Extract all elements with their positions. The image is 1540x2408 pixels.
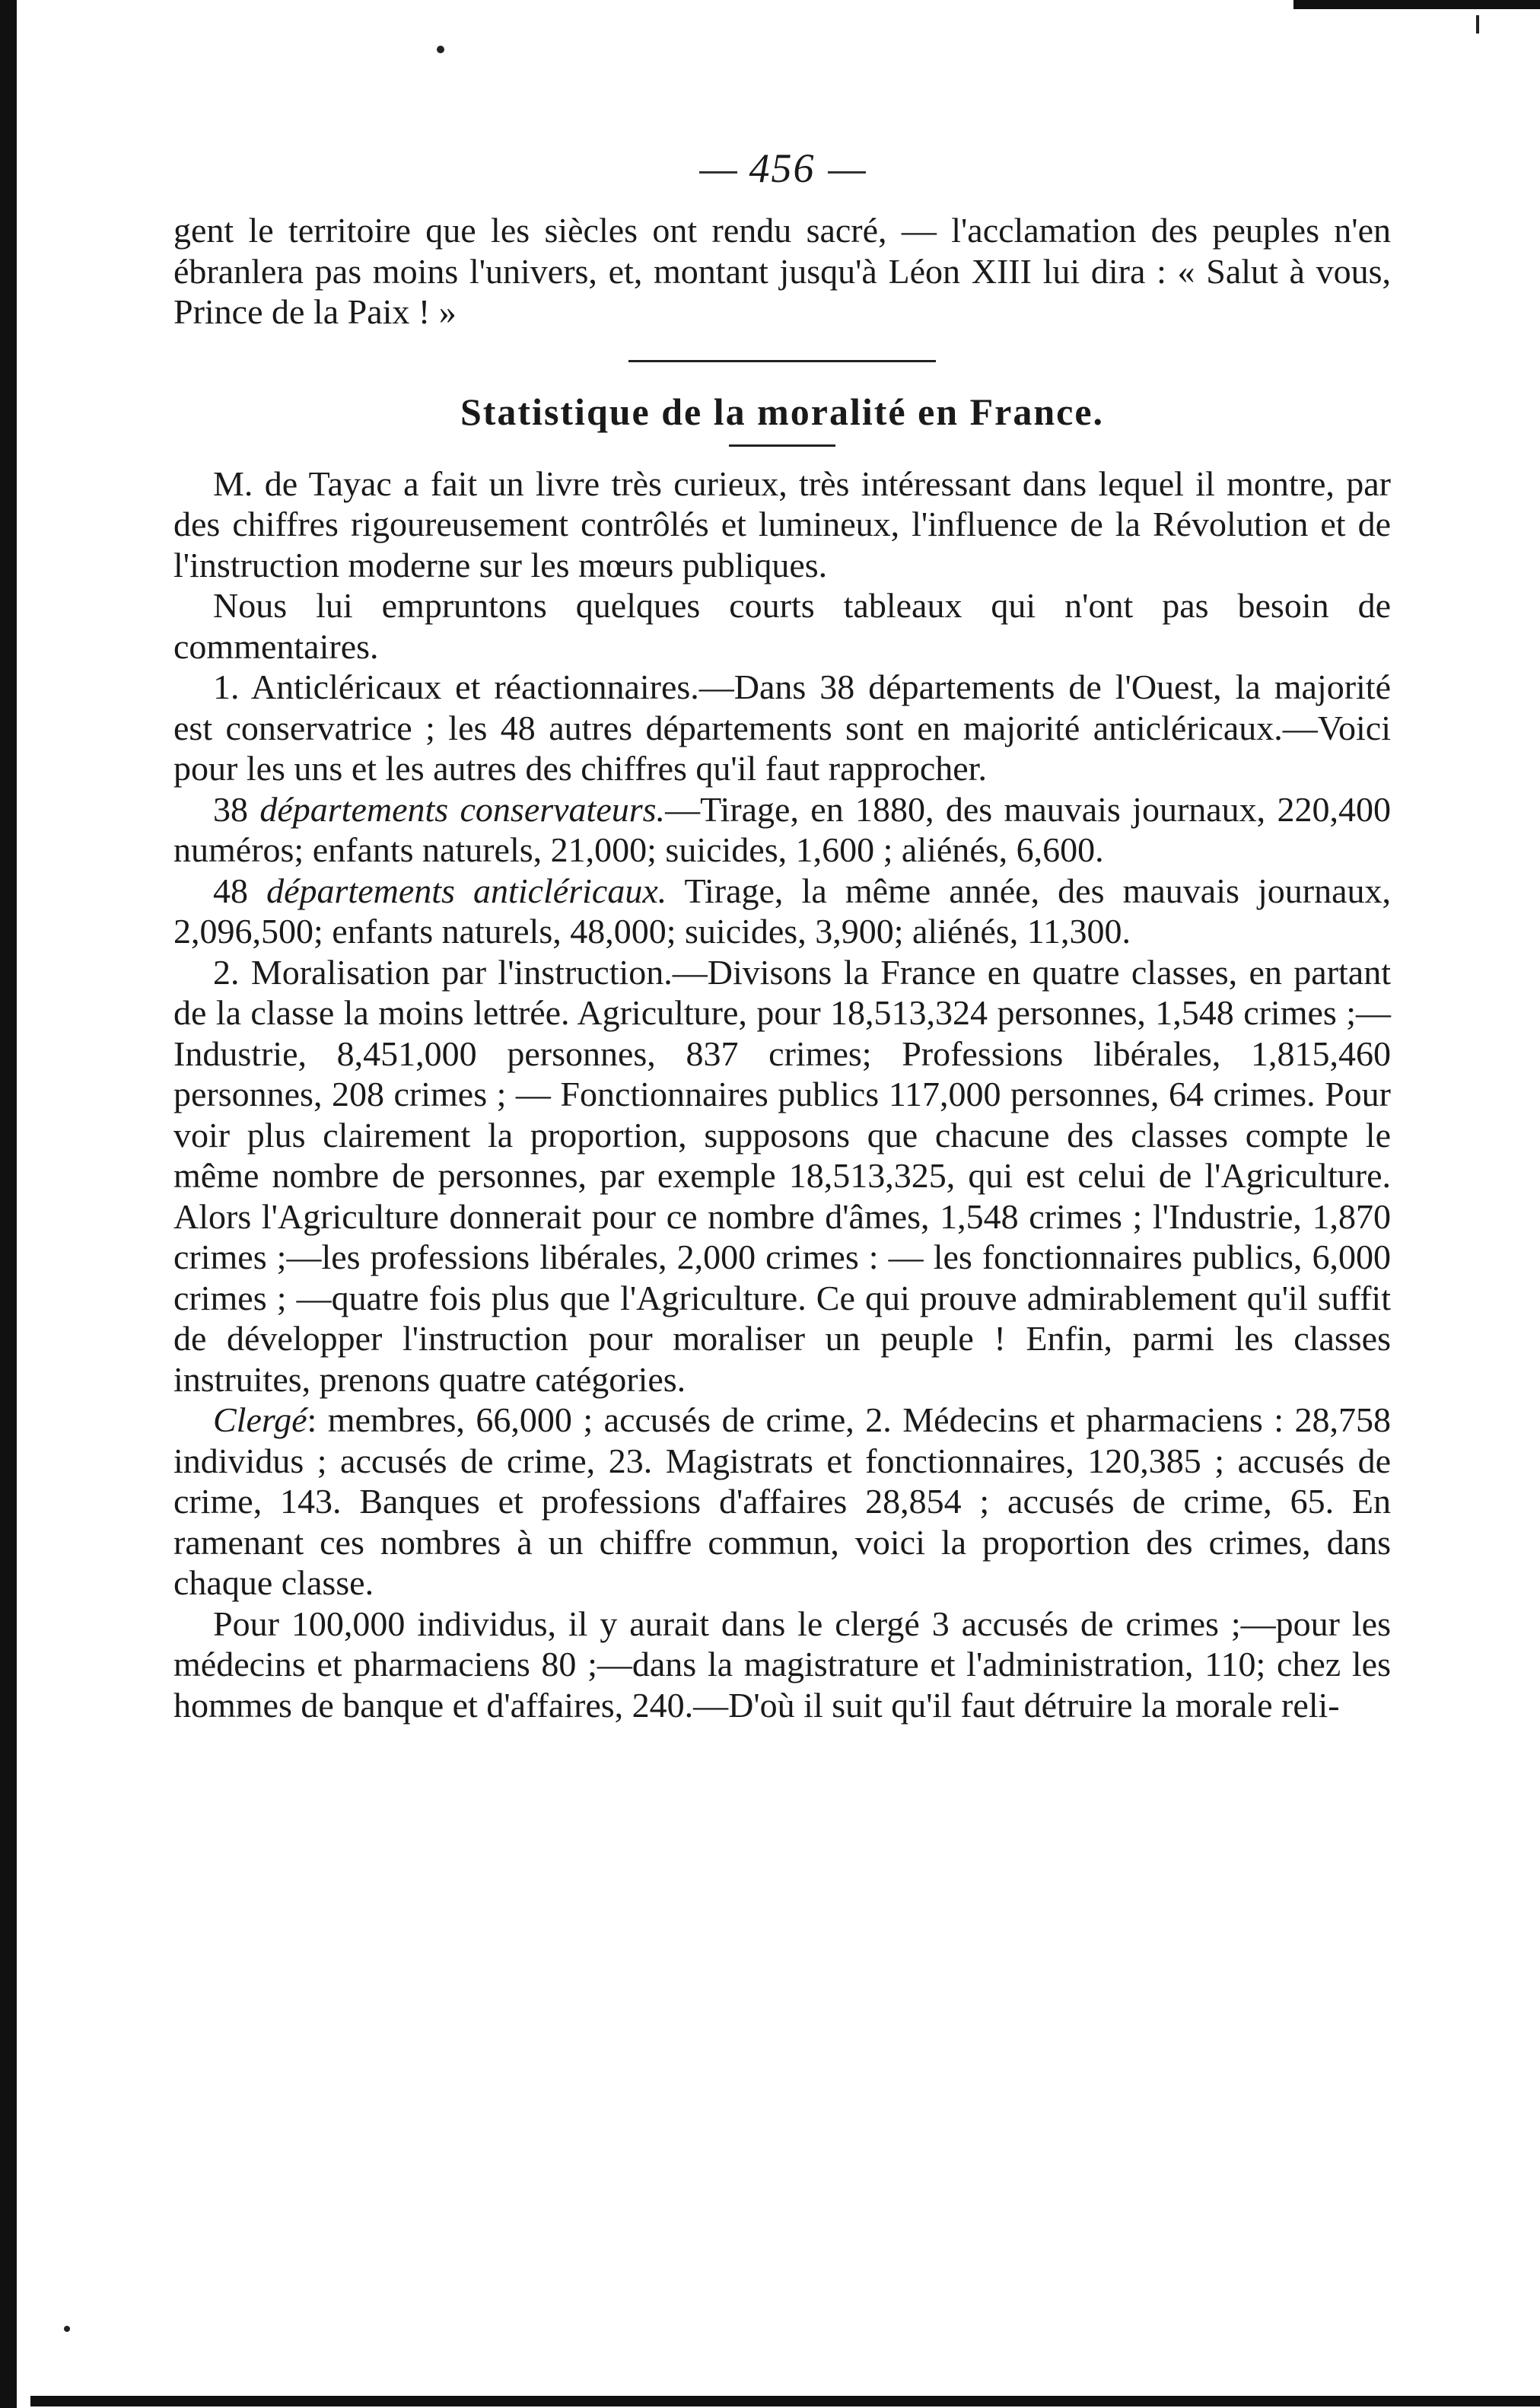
section-divider — [628, 360, 936, 362]
title-underline — [729, 444, 835, 447]
scan-speck — [437, 46, 444, 53]
page-number: 456 — [173, 145, 1391, 192]
paragraph-anticlericaux-reactionnaires: 1. Anticléricaux et réactionnaires.—Dans 38 départements de l'Ouest, la majorité est conservatrice ; les 48 autres départements sont en majorité anticléricaux.—Voici pour les uns et les autres des chiffres qu'il faut rapprocher. — [173, 667, 1391, 788]
opening-paragraph: gent le territoire que les siècles ont rendu sacré, — l'acclamation des peuples n'en ébranlera pas moins l'univers, et, montant jusqu'à Léon XIII lui dira : « Salut à vous, Prince de la Paix ! » — [173, 211, 1391, 331]
paragraph-final: Pour 100,000 individus, il y aurait dans le clergé 3 accusés de crimes ;—pour les médecins et pharmaciens 80 ;—dans la magistrature et l'administration, 110; chez les hommes de banque et d'affaires, 240.—D'où il suit qu'il faut détruire la morale reli- — [173, 1604, 1391, 1725]
conservateurs-text: —Tirage, en 1880, des mauvais journaux, 220,400 numéros; enfants naturels, 21,000; suicides, 1,600 ; aliénés, 6,600. — [173, 789, 1392, 869]
section-title: Statistique de la moralité en France. — [460, 390, 1105, 433]
paragraph-clerge — [173, 1400, 1391, 1604]
scan-border-top — [1293, 0, 1540, 9]
paragraph-borrow: Nous lui empruntons quelques courts tableaux qui n'ont pas besoin de commentaires. — [173, 586, 1391, 666]
scan-mark-top — [1476, 15, 1479, 33]
clerge-italic-label: Clergé — [213, 1400, 307, 1439]
scan-border-left — [0, 0, 17, 2408]
scan-border-bottom — [30, 2396, 1540, 2406]
conservateurs-italic-label: départements conservateurs. — [259, 789, 666, 829]
scan-speck — [64, 2326, 70, 2332]
conservateurs-lead: 38 — [213, 789, 248, 829]
clerge-text: : membres, 66,000 ; accusés de crime, 2. Médecins et pharmaciens : 28,758 individus ; accusés de crime, 23. Magistrats et fonctionnaires, 120,385 ; accusés de crime, 143. Banques et professions d'affaires 28,854 ; accusés de crime, 65. En ramenant ces nombres à un chiffre commun, voici la proportion des crimes, dans chaque classe. — [173, 1400, 1391, 1602]
anticlericaux-lead: 48 — [213, 871, 248, 910]
paragraph-departements-anticlericaux — [173, 871, 1391, 952]
anticlericaux-italic-label: départements anticléricaux. — [266, 871, 667, 910]
paragraph-intro: M. de Tayac a fait un livre très curieux, très intéressant dans lequel il montre, par des chiffres rigoureusement contrôlés et lumineux, l'influence de la Révolution et de l'instruction moderne sur les mœurs publiques. — [173, 463, 1391, 584]
paragraph-departements-conservateurs — [173, 789, 1391, 871]
anticlericaux-text: Tirage, la même année, des mauvais journaux, 2,096,500; enfants naturels, 48,000; suicides, 3,900; aliénés, 11,300. — [173, 871, 1392, 951]
paragraph-moralisation: 2. Moralisation par l'instruction.—Divisons la France en quatre classes, en partant de la classe la moins lettrée. Agriculture, pour 18,513,324 personnes, 1,548 crimes ;—Industrie, 8,451,000 personnes, 837 crimes; Professions libérales, 1,815,460 personnes, 208 crimes ; — Fonctionnaires publics 117,000 personnes, 64 crimes. Pour voir plus clairement la proportion, supposons que chacune des classes compte le même nombre de personnes, par exemple 18,513,325, qui est celui de l'Agriculture. Alors l'Agriculture donnerait pour ce nombre d'âmes, 1,548 crimes ; l'Industrie, 1,870 crimes ;—les professions libérales, 2,000 crimes : — les fonctionnaires publics, 6,000 crimes ; —quatre fois plus que l'Agriculture. Ce qui prouve admirablement qu'il suffit de développer l'instruction pour moraliser un peuple ! Enfin, parmi les classes instruites, prenons quatre catégories. — [173, 952, 1391, 1399]
document-page — [173, 114, 1391, 1725]
